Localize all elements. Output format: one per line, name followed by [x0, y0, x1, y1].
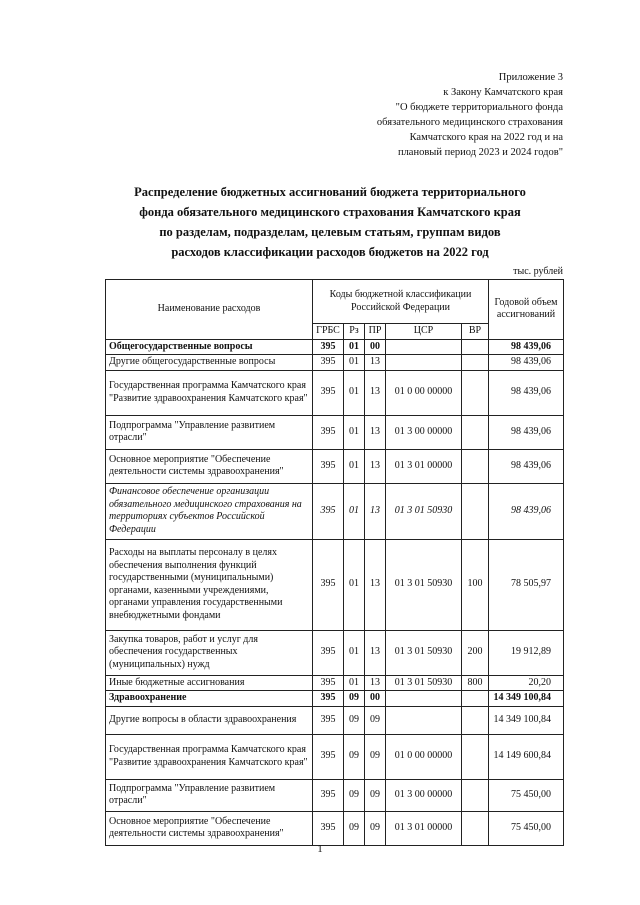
header-codes: Коды бюджетной классификации Российской Федерации [313, 280, 489, 324]
cell-amount: 98 439,06 [489, 483, 564, 539]
cell-name: Закупка товаров, работ и услуг для обеспечения государственных (муниципальных) нужд [106, 630, 313, 675]
table-row [106, 779, 564, 811]
cell-vr [462, 811, 489, 845]
table-row [106, 811, 564, 845]
appendix-line: обязательного медицинского страхования [376, 117, 563, 128]
cell-vr: 200 [462, 630, 489, 675]
cell-grbs: 395 [313, 339, 344, 355]
cell-grbs: 395 [313, 811, 344, 845]
header-vr: ВР [462, 324, 489, 340]
cell-rz: 09 [344, 706, 365, 734]
title-line: по разделам, подразделам, целевым статьям, группам видов [159, 225, 501, 239]
cell-amount: 98 439,06 [489, 355, 564, 371]
cell-vr [462, 706, 489, 734]
header-pr: ПР [365, 324, 386, 340]
cell-grbs: 395 [313, 734, 344, 779]
table-row [106, 539, 564, 630]
table-row [106, 691, 564, 707]
cell-name: Государственная программа Камчатского края "Развитие здравоохранения Камчатского края" [106, 370, 313, 415]
table-row [106, 483, 564, 539]
cell-grbs: 395 [313, 415, 344, 449]
cell-grbs: 395 [313, 370, 344, 415]
appendix-line: Приложение 3 [498, 72, 563, 83]
appendix-line: "О бюджете территориального фонда [395, 102, 563, 113]
cell-pr: 13 [365, 483, 386, 539]
cell-csr: 01 3 01 50930 [386, 483, 462, 539]
cell-rz: 01 [344, 415, 365, 449]
cell-rz: 09 [344, 734, 365, 779]
header-csr: ЦСР [386, 324, 462, 340]
title-line: Распределение бюджетных ассигнований бюджета территориального [134, 185, 526, 199]
cell-amount: 19 912,89 [489, 630, 564, 675]
cell-vr: 800 [462, 675, 489, 691]
cell-rz: 01 [344, 339, 365, 355]
cell-rz: 09 [344, 691, 365, 707]
cell-rz: 01 [344, 449, 365, 483]
cell-name: Другие вопросы в области здравоохранения [106, 706, 313, 734]
cell-grbs: 395 [313, 483, 344, 539]
cell-name: Основное мероприятие "Обеспечение деятельности системы здравоохранения" [106, 449, 313, 483]
table-row [106, 449, 564, 483]
appendix-line: Камчатского края на 2022 год и на [409, 132, 563, 143]
cell-amount: 98 439,06 [489, 449, 564, 483]
cell-pr: 09 [365, 734, 386, 779]
cell-grbs: 395 [313, 691, 344, 707]
cell-rz: 01 [344, 370, 365, 415]
cell-amount: 14 349 100,84 [489, 706, 564, 734]
cell-csr: 01 3 01 00000 [386, 449, 462, 483]
cell-csr: 01 0 00 00000 [386, 370, 462, 415]
cell-name: Основное мероприятие "Обеспечение деятельности системы здравоохранения" [106, 811, 313, 845]
cell-pr: 09 [365, 811, 386, 845]
cell-grbs: 395 [313, 706, 344, 734]
cell-grbs: 395 [313, 779, 344, 811]
cell-csr: 01 3 01 00000 [386, 811, 462, 845]
cell-name: Подпрограмма "Управление развитием отрасли" [106, 779, 313, 811]
cell-csr: 01 3 01 50930 [386, 630, 462, 675]
cell-pr: 13 [365, 355, 386, 371]
title-line: расходов классификации расходов бюджетов на 2022 год [171, 245, 489, 259]
cell-name: Здравоохранение [106, 691, 313, 707]
cell-name: Государственная программа Камчатского края "Развитие здравоохранения Камчатского края" [106, 734, 313, 779]
cell-vr [462, 449, 489, 483]
header-name: Наименование расходов [106, 280, 313, 340]
cell-pr: 13 [365, 415, 386, 449]
cell-vr [462, 734, 489, 779]
cell-csr: 01 3 01 50930 [386, 539, 462, 630]
table-row [106, 675, 564, 691]
cell-amount: 14 349 100,84 [489, 691, 564, 707]
cell-grbs: 395 [313, 539, 344, 630]
cell-pr: 00 [365, 691, 386, 707]
cell-name: Финансовое обеспечение организации обязательного медицинского страхования на территориях субъектов Российской Федерации [106, 483, 313, 539]
cell-csr: 01 3 00 00000 [386, 779, 462, 811]
appendix-line: плановый период 2023 и 2024 годов" [397, 147, 563, 158]
cell-csr [386, 706, 462, 734]
table-row [106, 415, 564, 449]
cell-pr: 09 [365, 706, 386, 734]
cell-rz: 09 [344, 811, 365, 845]
table-row [106, 706, 564, 734]
appendix-line: к Закону Камчатского края [443, 87, 563, 98]
cell-csr [386, 691, 462, 707]
cell-vr [462, 370, 489, 415]
cell-amount: 98 439,06 [489, 339, 564, 355]
cell-pr: 13 [365, 370, 386, 415]
cell-csr: 01 0 00 00000 [386, 734, 462, 779]
cell-pr: 13 [365, 539, 386, 630]
title-line: фонда обязательного медицинского страхования Камчатского края [139, 205, 521, 219]
cell-amount: 98 439,06 [489, 370, 564, 415]
page-number: 1 [317, 843, 323, 855]
cell-rz: 01 [344, 630, 365, 675]
cell-vr: 100 [462, 539, 489, 630]
cell-grbs: 395 [313, 630, 344, 675]
cell-vr [462, 355, 489, 371]
table-row [106, 630, 564, 675]
cell-grbs: 395 [313, 355, 344, 371]
appendix-block [263, 70, 563, 160]
header-rz: Рз [344, 324, 365, 340]
cell-vr [462, 339, 489, 355]
cell-name: Расходы на выплаты персоналу в целях обеспечения выполнения функций государственными (муниципальными) органами, казенными учреждениями, органами управления государственными внебюджетными фондами [106, 539, 313, 630]
cell-csr [386, 339, 462, 355]
cell-amount: 75 450,00 [489, 811, 564, 845]
cell-amount: 75 450,00 [489, 779, 564, 811]
header-grbs: ГРБС [313, 324, 344, 340]
cell-rz: 01 [344, 483, 365, 539]
table-row [106, 734, 564, 779]
table-row [106, 339, 564, 355]
table-row [106, 355, 564, 371]
cell-pr: 13 [365, 449, 386, 483]
cell-pr: 13 [365, 675, 386, 691]
cell-vr [462, 483, 489, 539]
cell-amount: 20,20 [489, 675, 564, 691]
cell-vr [462, 779, 489, 811]
cell-amount: 98 439,06 [489, 415, 564, 449]
table-row [106, 370, 564, 415]
cell-vr [462, 691, 489, 707]
cell-grbs: 395 [313, 675, 344, 691]
cell-rz: 01 [344, 675, 365, 691]
cell-pr: 13 [365, 630, 386, 675]
cell-name: Иные бюджетные ассигнования [106, 675, 313, 691]
cell-pr: 00 [365, 339, 386, 355]
units-label: тыс. рублей [513, 266, 563, 277]
cell-csr [386, 355, 462, 371]
cell-name: Общегосударственные вопросы [106, 339, 313, 355]
cell-amount: 14 149 600,84 [489, 734, 564, 779]
cell-rz: 09 [344, 779, 365, 811]
cell-pr: 09 [365, 779, 386, 811]
cell-vr [462, 415, 489, 449]
header-amount: Годовой объем ассигнований [489, 280, 564, 340]
cell-name: Другие общегосударственные вопросы [106, 355, 313, 371]
budget-table [105, 279, 564, 846]
cell-csr: 01 3 00 00000 [386, 415, 462, 449]
cell-grbs: 395 [313, 449, 344, 483]
cell-amount: 78 505,97 [489, 539, 564, 630]
document-title [60, 182, 600, 262]
cell-rz: 01 [344, 355, 365, 371]
cell-csr: 01 3 01 50930 [386, 675, 462, 691]
cell-name: Подпрограмма "Управление развитием отрасли" [106, 415, 313, 449]
cell-rz: 01 [344, 539, 365, 630]
